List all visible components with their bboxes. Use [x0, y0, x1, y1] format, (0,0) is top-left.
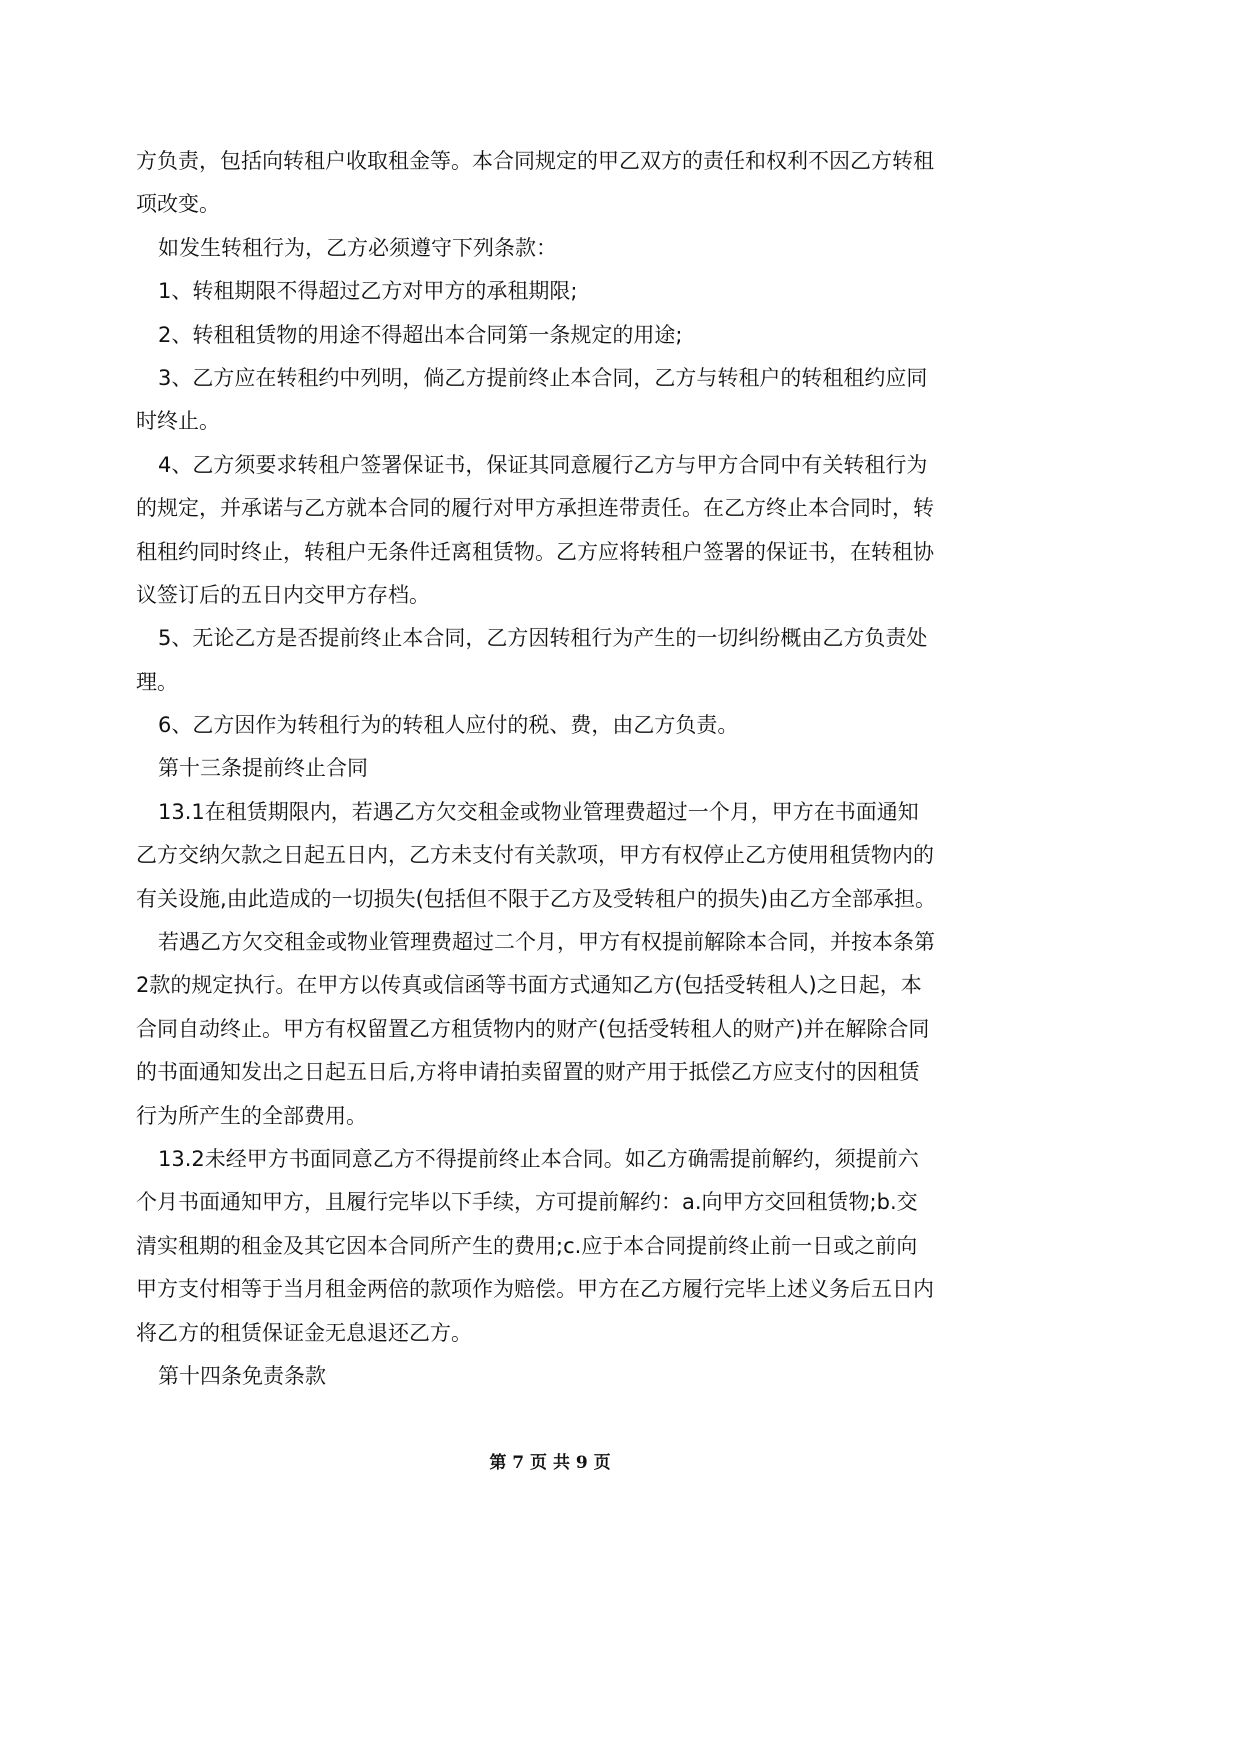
- text-line: 方负责，包括向转租户收取租金等。本合同规定的甲乙双方的责任和权利不因乙方转租: [136, 149, 934, 173]
- text-line: 项改变。: [136, 192, 220, 217]
- text-line: 2、转租租赁物的用途不得超出本合同第一条规定的用途;: [158, 322, 683, 347]
- text-line: 个月书面通知甲方，且履行完毕以下手续，方可提前解约：a.向甲方交回租赁物;b.交: [136, 1190, 918, 1215]
- text-line: 甲方支付相等于当月租金两倍的款项作为赔偿。甲方在乙方履行完毕上述义务后五日内: [136, 1277, 934, 1302]
- contract-body: [136, 140, 974, 1398]
- text-line: 时终止。: [136, 409, 220, 434]
- text-line: 4、乙方须要求转租户签署保证书，保证其同意履行乙方与甲方合同中有关转租行为: [158, 452, 928, 477]
- text-line: 13.1在租赁期限内，若遇乙方欠交租金或物业管理费超过一个月，甲方在书面通知: [158, 799, 919, 824]
- text-line: 的规定，并承诺与乙方就本合同的履行对甲方承担连带责任。在乙方终止本合同时，转: [136, 496, 934, 521]
- text-line: 如发生转租行为，乙方必须遵守下列条款：: [158, 235, 557, 260]
- text-line: 2款的规定执行。在甲方以传真或信函等书面方式通知乙方(包括受转租人)之日起，本: [136, 973, 922, 998]
- text-line: 将乙方的租赁保证金无息退还乙方。: [136, 1320, 472, 1345]
- text-line: 第十三条提前终止合同: [158, 756, 368, 781]
- text-line: 租租约同时终止，转租户无条件迁离租赁物。乙方应将转租户签署的保证书，在转租协: [136, 539, 934, 564]
- text-line: 1、转租期限不得超过乙方对甲方的承租期限;: [158, 279, 578, 304]
- text-line: 3、乙方应在转租约中列明，倘乙方提前终止本合同，乙方与转租户的转租租约应同: [158, 365, 928, 390]
- text-line: 有关设施,由此造成的一切损失(包括但不限于乙方及受转租户的损失)由乙方全部承担。: [136, 886, 937, 911]
- text-line: 议签订后的五日内交甲方存档。: [136, 582, 430, 607]
- text-line: 若遇乙方欠交租金或物业管理费超过二个月，甲方有权提前解除本合同，并按本条第: [158, 930, 935, 955]
- text-line: 行为所产生的全部费用。: [136, 1103, 367, 1128]
- text-line: 清实租期的租金及其它因本合同所产生的费用;c.应于本合同提前终止前一日或之前向: [136, 1233, 918, 1258]
- page-number-footer: 第 7 页 共 9 页: [489, 1453, 611, 1473]
- text-line: 的书面通知发出之日起五日后,方将申请拍卖留置的财产用于抵偿乙方应支付的因租赁: [136, 1060, 920, 1085]
- text-line: 5、无论乙方是否提前终止本合同，乙方因转租行为产生的一切纠纷概由乙方负责处: [158, 626, 928, 651]
- text-line: 6、乙方因作为转租行为的转租人应付的税、费，由乙方负责。: [158, 713, 739, 738]
- text-line: 乙方交纳欠款之日起五日内，乙方未支付有关款项，甲方有权停止乙方使用租赁物内的: [136, 843, 934, 868]
- text-line: 第十四条免责条款: [158, 1363, 326, 1388]
- text-line: 13.2未经甲方书面同意乙方不得提前终止本合同。如乙方确需提前解约，须提前六: [158, 1146, 919, 1171]
- text-line: 理。: [136, 669, 178, 694]
- text-line: 合同自动终止。甲方有权留置乙方租赁物内的财产(包括受转租人的财产)并在解除合同: [136, 1016, 930, 1041]
